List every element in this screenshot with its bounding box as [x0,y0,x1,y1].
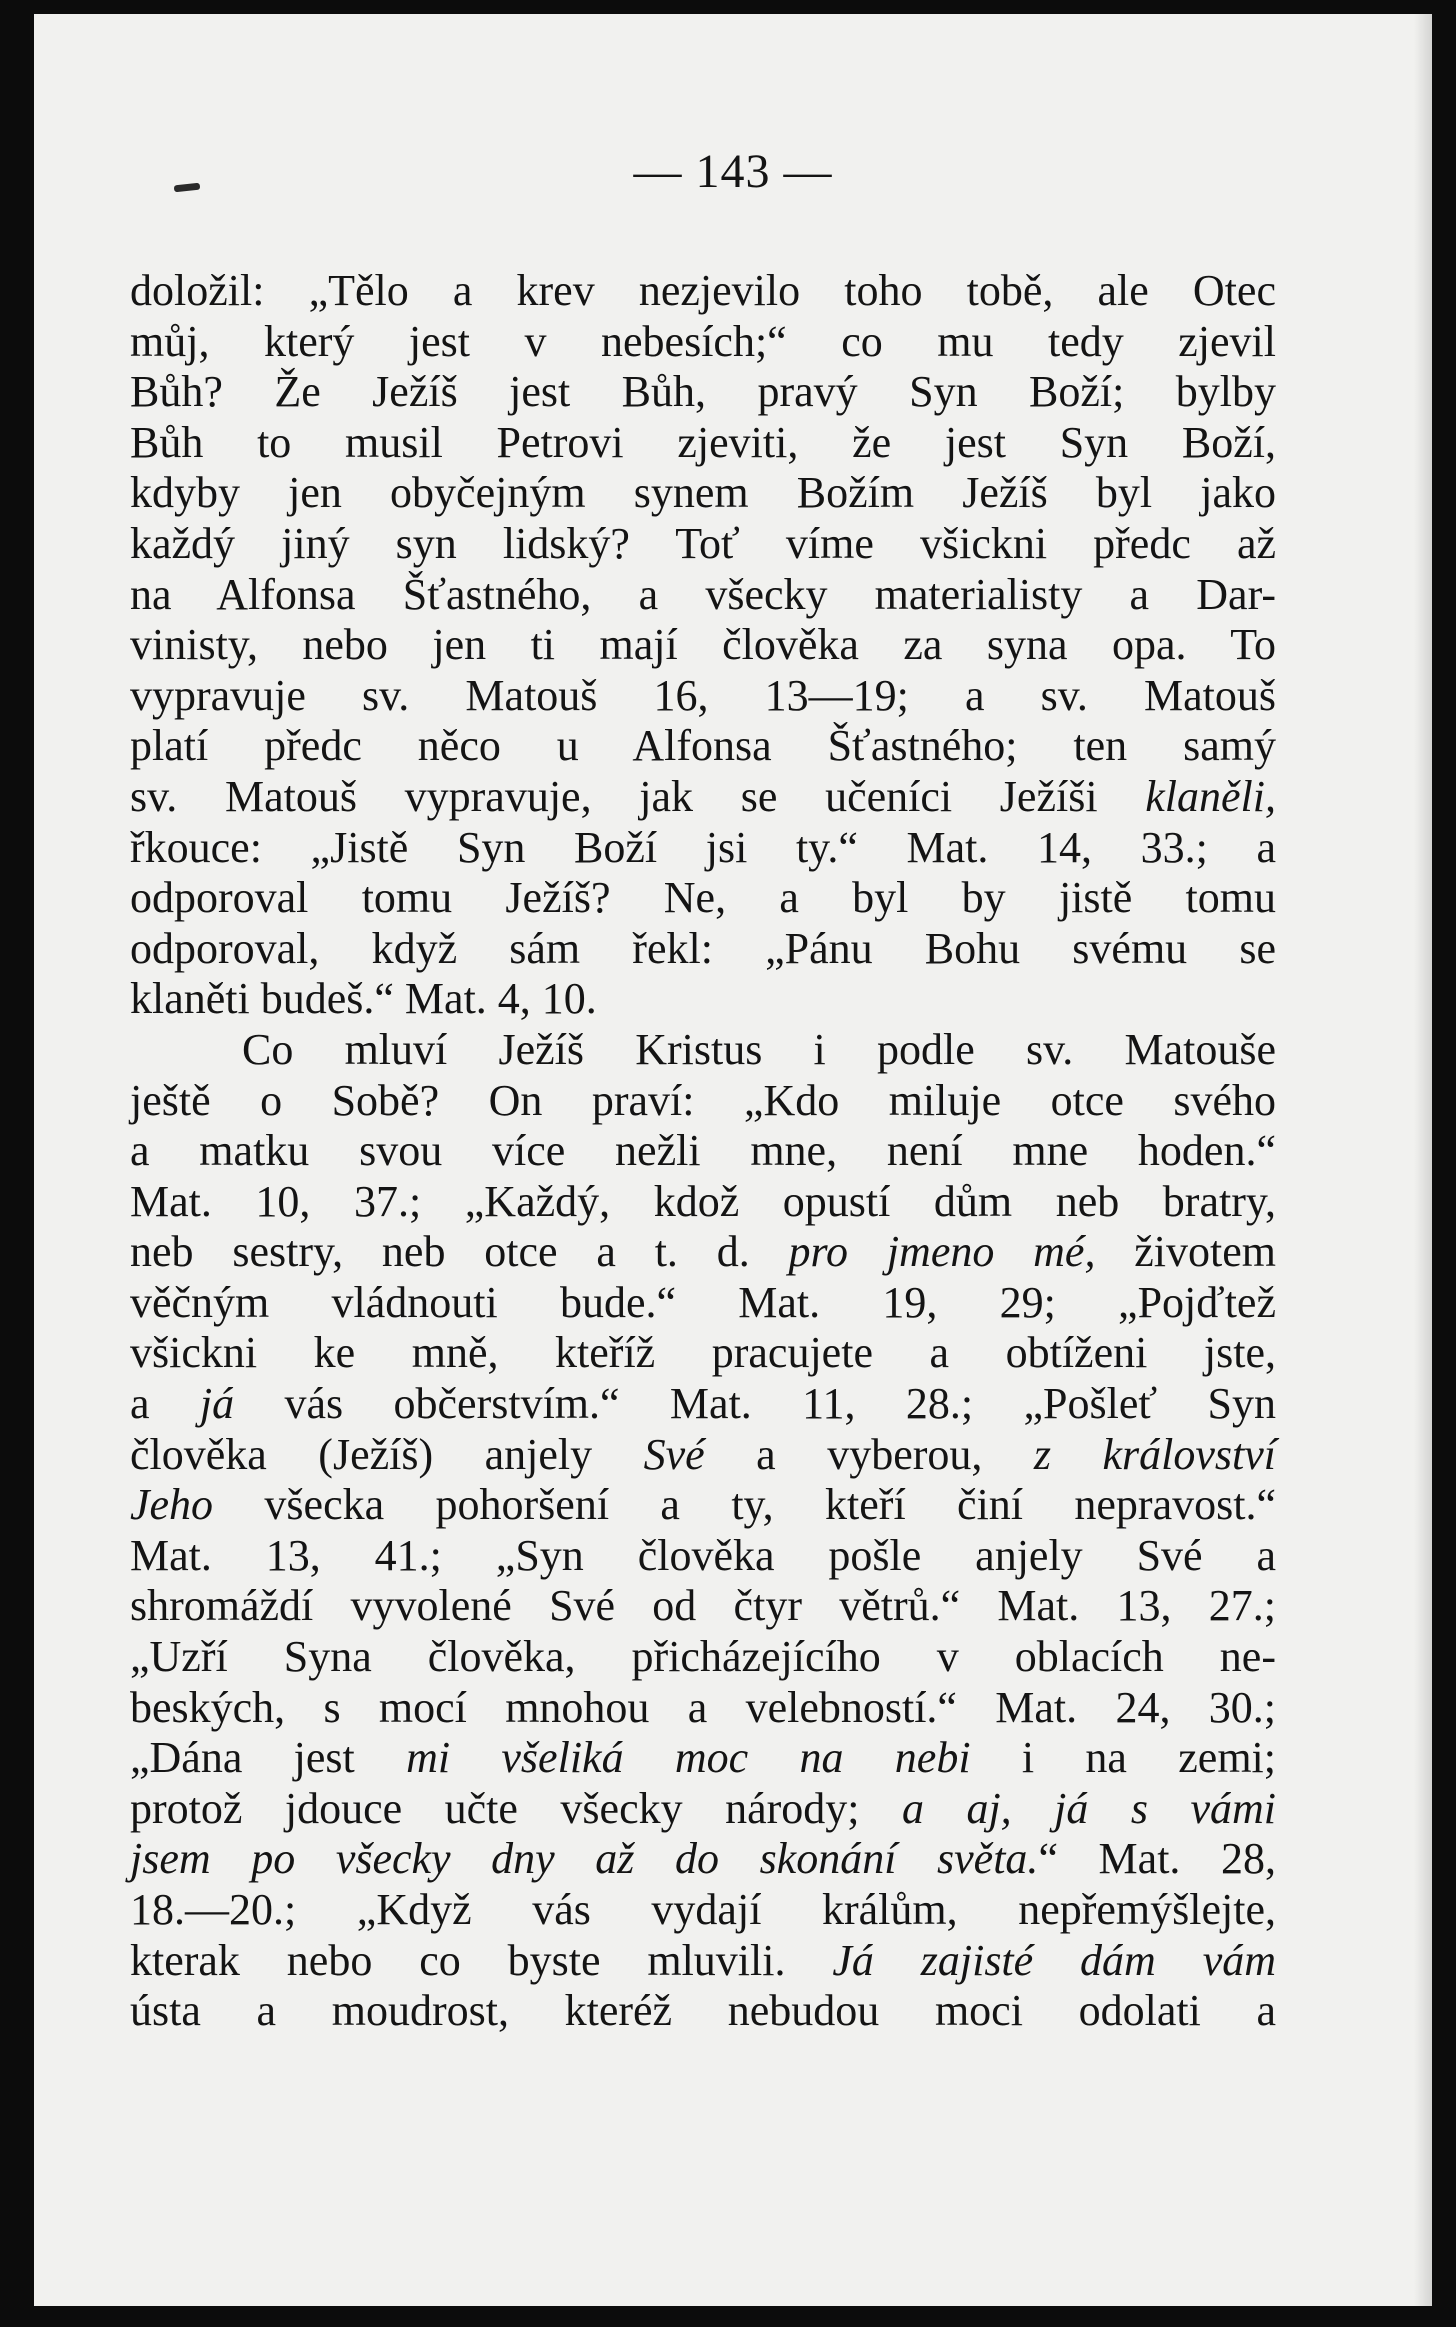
text-line [130,1278,1276,1329]
text-line [130,772,1276,823]
text-line [130,721,1276,772]
text-run: „Dána jest [130,1733,407,1783]
text-run: shromáždí vyvolené Své od čtyr větrů.“ Mat. 13, 27.; [130,1581,1276,1631]
text-line [130,1227,1276,1278]
text-run: Bůh to musil Petrovi zjeviti, že jest Syn Boží, [130,417,1276,467]
text-run: všickni ke mně, kteříž pracujete a obtíženi jste, [130,1328,1276,1378]
text-run: 18.—20.; „Když vás vydají králům, nepřemýšlejte, [130,1885,1276,1934]
text-line [130,367,1276,418]
text-run: odporoval tomu Ježíš? Ne, a byl by jistě tomu [130,873,1276,923]
text-run: vás občerstvím.“ Mat. 11, 28.; „Pošleť Syn [234,1379,1277,1429]
text-line [130,1683,1276,1734]
text-line [130,1126,1276,1177]
text-run: každý jiný syn lidský? Toť víme všickni předc až [130,518,1276,568]
text-run: věčným vládnouti bude.“ Mat. 19, 29; „Pojďtež [130,1277,1276,1327]
book-page [34,14,1432,2306]
text-line [130,1480,1276,1531]
text-run: i na zemi; [970,1733,1276,1783]
text-run: Mat. 10, 37.; „Každý, kdož opustí dům neb bratry, [130,1176,1276,1226]
italic-text: Své [643,1429,705,1479]
text-run: neb sestry, neb otce a t. d. [130,1227,789,1277]
italic-text: mi všeliká moc na nebi [406,1733,971,1783]
text-run: všecka pohoršení a ty, kteří činí nepravost.“ [213,1480,1276,1530]
text-run: vypravuje sv. Matouš 16, 13—19; a sv. Matouš [130,670,1276,720]
text-run: životem [1095,1227,1277,1277]
text-run: kterak nebo co byste mluvili. [130,1935,833,1985]
text-line [130,570,1276,621]
text-run: ještě o Sobě? On praví: „Kdo miluje otce svého [130,1075,1276,1125]
text-line [130,1986,1276,2037]
text-line [130,1076,1276,1127]
italic-text: pro jmeno mé, [788,1227,1096,1277]
italic-text: Jeho [130,1480,214,1530]
italic-text: z království [1033,1429,1276,1479]
text-line [130,1784,1276,1835]
text-line [130,620,1276,671]
italic-text: Já zajisté dám vám [832,1935,1277,1985]
text-run: protož jdouce učte všecky národy; [130,1783,902,1833]
text-line [130,1177,1276,1228]
text-run: klaněti budeš.“ Mat. 4, 10. [130,974,597,1024]
text-run: vinisty, nebo jen ti mají člověka za syna opa. To [130,620,1276,670]
text-line [130,1531,1276,1582]
text-line [130,418,1276,469]
text-run: Bůh? Že Ježíš jest Bůh, pravý Syn Boží; bylby [130,367,1276,417]
text-run: a vyberou, [704,1429,1034,1479]
text-line [130,1581,1276,1632]
italic-text: a aj, já s vámi [901,1783,1276,1833]
text-run: řkouce: „Jistě Syn Boží jsi ty.“ Mat. 14, 33.; a [130,822,1276,872]
text-line [130,1936,1276,1987]
text-line [130,1025,1276,1076]
text-run: „Uzří Syna člověka, přicházejícího v oblacích ne- [130,1632,1276,1682]
text-run: sv. Matouš vypravuje, jak se učeníci Ježíši [130,771,1146,821]
italic-text: klaněli, [1145,771,1276,821]
text-line [130,1885,1276,1936]
text-run: Mat. 13, 41.; „Syn člověka pošle anjely Své a [130,1530,1276,1580]
body-text [130,266,1276,2037]
text-line [130,468,1276,519]
text-line [130,266,1276,317]
text-run: kdyby jen obyčejným synem Božím Ježíš byl jako [130,468,1276,518]
text-run: odporoval, když sám řekl: „Pánu Bohu svému se [130,923,1276,973]
page-number: — 143 — [633,145,833,198]
italic-text: jsem po všecky dny až do skonání světa. [130,1834,1039,1884]
text-line [130,1834,1276,1885]
text-line [130,1632,1276,1683]
text-run: a matku svou více nežli mne, není mne hoden.“ [130,1126,1276,1176]
text-line [130,1430,1276,1481]
text-line [130,823,1276,874]
text-run: na Alfonsa Šťastného, a všecky materialisty a Dar- [130,569,1276,619]
text-run: ústa a moudrost, kteréž nebudou moci odolati a [130,1986,1276,2036]
text-line [130,671,1276,722]
text-line [130,974,1276,1025]
text-run: člověka (Ježíš) anjely [130,1429,644,1479]
text-line [130,317,1276,368]
text-line [130,1733,1276,1784]
text-line [130,519,1276,570]
page-edge-shadow [1414,14,1432,2306]
text-line [130,924,1276,975]
text-run: beských, s mocí mnohou a velebností.“ Mat. 24, 30.; [130,1682,1276,1732]
text-line [130,1379,1276,1430]
text-run: “ Mat. 28, [1038,1834,1277,1884]
italic-text: já [199,1379,235,1429]
text-run: doložil: „Tělo a krev nezjevilo toho tobě, ale Otec [130,266,1276,315]
text-run: a [130,1379,200,1429]
text-line [130,1328,1276,1379]
text-run: platí předc něco u Alfonsa Šťastného; ten samý [130,721,1276,771]
text-line [130,873,1276,924]
text-run: Co mluví Ježíš Kristus i podle sv. Matouše [242,1024,1276,1074]
text-run: můj, který jest v nebesích;“ co mu tedy zjevil [130,316,1276,366]
